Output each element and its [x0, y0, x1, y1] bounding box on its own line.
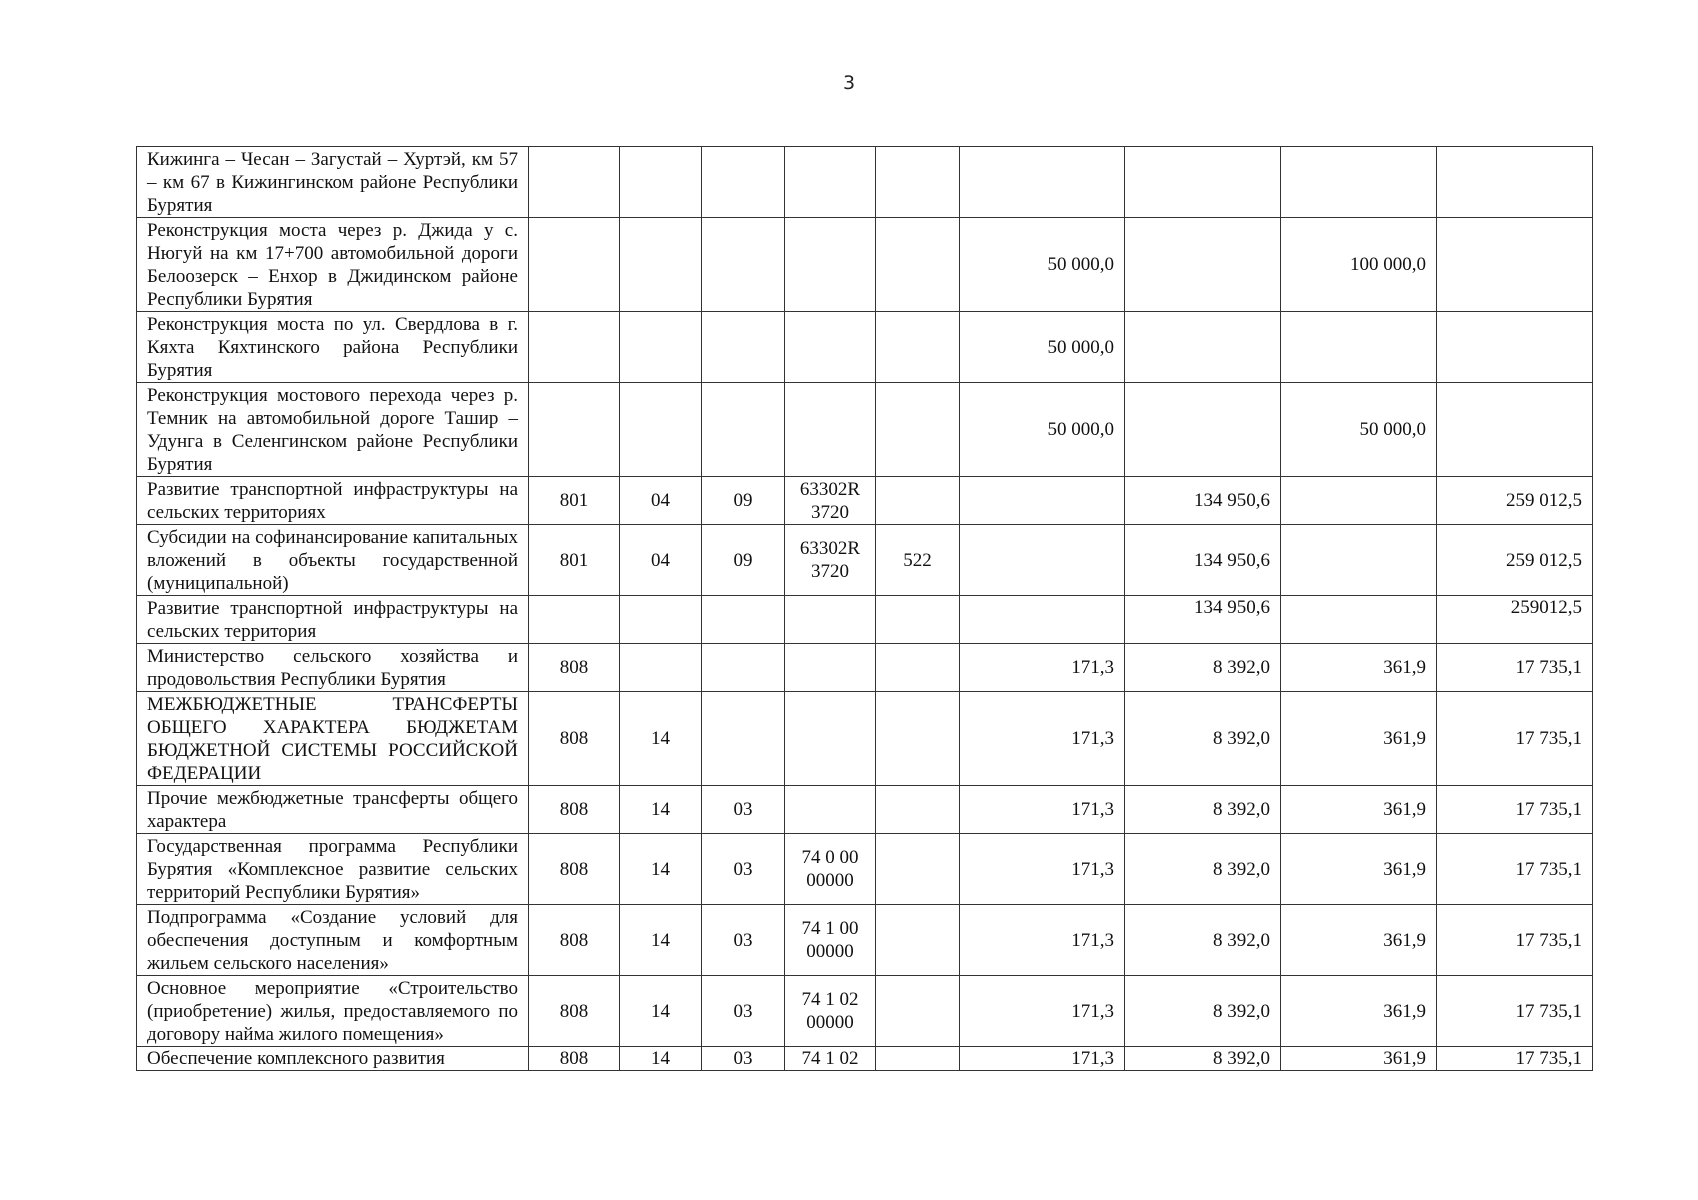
section-code-cell [620, 218, 702, 312]
expense-type-cell [876, 383, 960, 477]
section-code-cell: 04 [620, 525, 702, 596]
table-row [137, 477, 1593, 525]
amount-cell-1: 171,3 [960, 905, 1125, 976]
subsection-code-cell: 09 [702, 477, 785, 525]
admin-code-cell [529, 383, 620, 477]
expense-type-cell [876, 644, 960, 692]
subsection-code-cell [702, 218, 785, 312]
amount-cell-2: 8 392,0 [1125, 976, 1281, 1047]
section-code-cell: 04 [620, 477, 702, 525]
table-row [137, 905, 1593, 976]
amount-cell-3 [1281, 596, 1437, 644]
admin-code-cell: 808 [529, 692, 620, 786]
amount-cell-1: 171,3 [960, 1047, 1125, 1071]
amount-cell-4: 17 735,1 [1437, 834, 1593, 905]
section-code-cell: 14 [620, 692, 702, 786]
table-row [137, 312, 1593, 383]
amount-cell-3: 100 000,0 [1281, 218, 1437, 312]
amount-cell-4: 259 012,5 [1437, 525, 1593, 596]
section-code-cell [620, 644, 702, 692]
section-code-cell: 14 [620, 786, 702, 834]
target-article-cell: 63302R 3720 [785, 525, 876, 596]
row-name-cell: Реконструкция мостового перехода через р. Темник на автомобильной дороге Ташир – Удунга в Селенгинском районе Республики Бурятия [137, 383, 529, 477]
section-code-cell [620, 147, 702, 218]
expense-type-cell [876, 976, 960, 1047]
subsection-code-cell: 03 [702, 976, 785, 1047]
amount-cell-1: 171,3 [960, 786, 1125, 834]
admin-code-cell [529, 312, 620, 383]
table-row [137, 786, 1593, 834]
row-name-cell: Подпрограмма «Создание условий для обеспечения доступным и комфортным жильем сельского населения» [137, 905, 529, 976]
amount-cell-2: 8 392,0 [1125, 834, 1281, 905]
amount-cell-3: 361,9 [1281, 1047, 1437, 1071]
amount-cell-2: 8 392,0 [1125, 692, 1281, 786]
subsection-code-cell [702, 383, 785, 477]
amount-cell-3: 361,9 [1281, 692, 1437, 786]
row-name-cell: Кижинга – Чесан – Загустай – Хуртэй, км 57 – км 67 в Кижингинском районе Республики Бурятия [137, 147, 529, 218]
row-name-cell: Реконструкция моста через р. Джида у с. Нюгуй на км 17+700 автомобильной дороги Белоозерск – Енхор в Джидинском районе Республики Бурятия [137, 218, 529, 312]
amount-cell-4 [1437, 383, 1593, 477]
amount-cell-1: 171,3 [960, 692, 1125, 786]
subsection-code-cell [702, 644, 785, 692]
admin-code-cell: 801 [529, 477, 620, 525]
table-row [137, 383, 1593, 477]
amount-cell-3 [1281, 147, 1437, 218]
amount-cell-2 [1125, 147, 1281, 218]
admin-code-cell: 808 [529, 976, 620, 1047]
amount-cell-1 [960, 596, 1125, 644]
expense-type-cell [876, 1047, 960, 1071]
admin-code-cell [529, 147, 620, 218]
amount-cell-4: 17 735,1 [1437, 976, 1593, 1047]
subsection-code-cell [702, 147, 785, 218]
amount-cell-3 [1281, 525, 1437, 596]
amount-cell-4: 17 735,1 [1437, 1047, 1593, 1071]
subsection-code-cell: 03 [702, 786, 785, 834]
table-row [137, 644, 1593, 692]
section-code-cell [620, 312, 702, 383]
subsection-code-cell: 03 [702, 1047, 785, 1071]
section-code-cell [620, 596, 702, 644]
amount-cell-4 [1437, 147, 1593, 218]
expense-type-cell [876, 218, 960, 312]
target-article-cell [785, 644, 876, 692]
amount-cell-2: 8 392,0 [1125, 905, 1281, 976]
subsection-code-cell: 03 [702, 834, 785, 905]
amount-cell-2 [1125, 383, 1281, 477]
subsection-code-cell: 09 [702, 525, 785, 596]
amount-cell-1: 50 000,0 [960, 218, 1125, 312]
expense-type-cell: 522 [876, 525, 960, 596]
row-name-cell: Развитие транспортной инфраструктуры на сельских территория [137, 596, 529, 644]
row-name-cell: Основное мероприятие «Строительство (приобретение) жилья, предоставляемого по договору найма жилого помещения» [137, 976, 529, 1047]
section-code-cell: 14 [620, 905, 702, 976]
subsection-code-cell [702, 596, 785, 644]
amount-cell-1 [960, 477, 1125, 525]
table-row [137, 1047, 1593, 1071]
section-code-cell: 14 [620, 1047, 702, 1071]
expense-type-cell [876, 834, 960, 905]
amount-cell-1: 50 000,0 [960, 312, 1125, 383]
target-article-cell [785, 596, 876, 644]
amount-cell-4: 17 735,1 [1437, 692, 1593, 786]
row-name-cell: Реконструкция моста по ул. Свердлова в г. Кяхта Кяхтинского района Республики Бурятия [137, 312, 529, 383]
amount-cell-2 [1125, 312, 1281, 383]
table-row [137, 692, 1593, 786]
amount-cell-3: 361,9 [1281, 786, 1437, 834]
amount-cell-2: 8 392,0 [1125, 644, 1281, 692]
expense-type-cell [876, 596, 960, 644]
table-row [137, 147, 1593, 218]
target-article-cell: 74 1 02 00000 [785, 976, 876, 1047]
amount-cell-3: 361,9 [1281, 976, 1437, 1047]
table-row [137, 525, 1593, 596]
amount-cell-4: 17 735,1 [1437, 786, 1593, 834]
target-article-cell [785, 147, 876, 218]
amount-cell-3 [1281, 312, 1437, 383]
row-name-cell: Министерство сельского хозяйства и продовольствия Республики Бурятия [137, 644, 529, 692]
subsection-code-cell [702, 692, 785, 786]
table-row [137, 596, 1593, 644]
amount-cell-2: 134 950,6 [1125, 477, 1281, 525]
target-article-cell: 74 1 02 [785, 1047, 876, 1071]
target-article-cell [785, 312, 876, 383]
target-article-cell [785, 383, 876, 477]
target-article-cell [785, 218, 876, 312]
amount-cell-4: 259 012,5 [1437, 477, 1593, 525]
amount-cell-1 [960, 147, 1125, 218]
subsection-code-cell: 03 [702, 905, 785, 976]
expense-type-cell [876, 786, 960, 834]
row-name-cell: Обеспечение комплексного развития [137, 1047, 529, 1071]
amount-cell-1: 171,3 [960, 644, 1125, 692]
amount-cell-2: 134 950,6 [1125, 596, 1281, 644]
amount-cell-1: 171,3 [960, 976, 1125, 1047]
amount-cell-2: 8 392,0 [1125, 786, 1281, 834]
section-code-cell: 14 [620, 976, 702, 1047]
expense-type-cell [876, 692, 960, 786]
table-row [137, 976, 1593, 1047]
amount-cell-3: 361,9 [1281, 905, 1437, 976]
admin-code-cell: 808 [529, 1047, 620, 1071]
row-name-cell: Прочие межбюджетные трансферты общего характера [137, 786, 529, 834]
amount-cell-1: 171,3 [960, 834, 1125, 905]
target-article-cell: 63302R 3720 [785, 477, 876, 525]
row-name-cell: Развитие транспортной инфраструктуры на сельских территориях [137, 477, 529, 525]
row-name-cell: Государственная программа Республики Бурятия «Комплексное развитие сельских территорий Республики Бурятия» [137, 834, 529, 905]
admin-code-cell [529, 218, 620, 312]
expense-type-cell [876, 477, 960, 525]
expense-type-cell [876, 905, 960, 976]
amount-cell-2: 134 950,6 [1125, 525, 1281, 596]
admin-code-cell: 808 [529, 834, 620, 905]
amount-cell-3: 50 000,0 [1281, 383, 1437, 477]
target-article-cell: 74 0 00 00000 [785, 834, 876, 905]
admin-code-cell [529, 596, 620, 644]
amount-cell-1 [960, 525, 1125, 596]
amount-cell-3: 361,9 [1281, 644, 1437, 692]
admin-code-cell: 801 [529, 525, 620, 596]
admin-code-cell: 808 [529, 905, 620, 976]
amount-cell-3 [1281, 477, 1437, 525]
admin-code-cell: 808 [529, 786, 620, 834]
section-code-cell: 14 [620, 834, 702, 905]
section-code-cell [620, 383, 702, 477]
target-article-cell [785, 786, 876, 834]
budget-table [136, 146, 1593, 1071]
amount-cell-4: 17 735,1 [1437, 644, 1593, 692]
amount-cell-2: 8 392,0 [1125, 1047, 1281, 1071]
subsection-code-cell [702, 312, 785, 383]
amount-cell-2 [1125, 218, 1281, 312]
target-article-cell [785, 692, 876, 786]
admin-code-cell: 808 [529, 644, 620, 692]
expense-type-cell [876, 312, 960, 383]
page-number: 3 [842, 72, 856, 94]
table-row [137, 218, 1593, 312]
amount-cell-4: 259012,5 [1437, 596, 1593, 644]
row-name-cell: Субсидии на софинансирование капитальных вложений в объекты государственной (муниципальной) [137, 525, 529, 596]
expense-type-cell [876, 147, 960, 218]
amount-cell-4 [1437, 218, 1593, 312]
row-name-cell: МЕЖБЮДЖЕТНЫЕ ТРАНСФЕРТЫ ОБЩЕГО ХАРАКТЕРА БЮДЖЕТАМ БЮДЖЕТНОЙ СИСТЕМЫ РОССИЙСКОЙ ФЕДЕРАЦИИ [137, 692, 529, 786]
table-row [137, 834, 1593, 905]
target-article-cell: 74 1 00 00000 [785, 905, 876, 976]
amount-cell-1: 50 000,0 [960, 383, 1125, 477]
amount-cell-3: 361,9 [1281, 834, 1437, 905]
amount-cell-4: 17 735,1 [1437, 905, 1593, 976]
amount-cell-4 [1437, 312, 1593, 383]
